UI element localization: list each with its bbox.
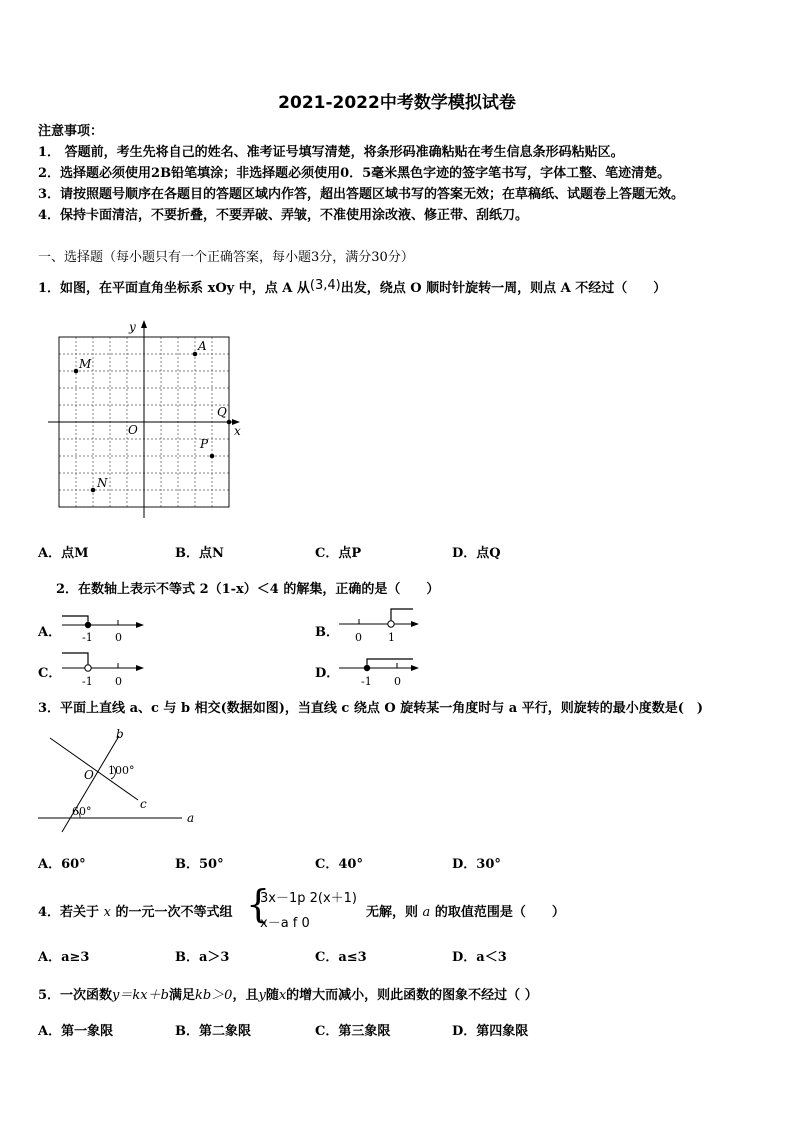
section-heading: 一、选择题（每小题只有一个正确答案，每小题3分，满分30分）: [38, 250, 414, 265]
q3-label-c: c: [140, 797, 147, 811]
q2-option-d-numberline[interactable]: [335, 645, 425, 689]
q4-option-d[interactable]: D．a＜3: [452, 950, 507, 965]
q2-a-tick-2: 0: [115, 631, 122, 644]
q5-option-d[interactable]: D．第四象限: [452, 1024, 529, 1039]
notice-heading: 注意事项：: [38, 124, 104, 139]
q4-stem-part-a: [38, 901, 232, 920]
q1-point-label-n: N: [97, 476, 108, 490]
q3-option-d[interactable]: D．30°: [452, 857, 501, 872]
q5-var-y: y: [258, 988, 266, 1003]
q1-point-q: [227, 420, 232, 425]
q3-angle-100: 100°: [108, 764, 135, 777]
q1-point-p: [210, 454, 215, 459]
q4-stem-part-b: [366, 901, 565, 920]
q2-b-tick-1: 0: [355, 631, 362, 644]
q3-angle-60: 60°: [72, 805, 92, 818]
q1-x-label: x: [234, 424, 241, 438]
q5-option-a[interactable]: A．第一象限: [38, 1024, 114, 1039]
q4-stem-d: 的取值范围是（ ）: [434, 905, 565, 920]
q5-stem: [38, 984, 538, 1003]
q1-coord: (3,4): [309, 278, 341, 293]
q5-stem-c: ，且: [232, 988, 259, 1003]
q3-option-a[interactable]: A．60°: [38, 857, 86, 872]
q2-option-c-numberline[interactable]: [58, 645, 148, 689]
q1-point-m: [74, 369, 79, 374]
q2-b-tick-2: 1: [388, 631, 395, 644]
q4-option-c[interactable]: C．a≤3: [315, 950, 367, 965]
q2-a-tick-1: -1: [82, 631, 93, 644]
q4-stem-c: 无解，则: [366, 905, 419, 920]
q4-ineq-line-2: x－a f 0: [260, 916, 310, 931]
notice-item-4: 4．保持卡面清洁，不要折叠，不要弄破、弄皱，不准使用涂改液、修正带、刮纸刀。: [38, 208, 529, 223]
q1-point-label-m: M: [79, 357, 92, 371]
q2-option-b-numberline[interactable]: [335, 604, 425, 646]
q1-option-b[interactable]: B．点N: [175, 546, 224, 561]
notice-item-1: 1． 答题前，考生先将自己的姓名、准考证号填写清楚，将条形码准确粘贴在考生信息条形码粘贴区。: [38, 145, 624, 160]
q1-y-arrow: [141, 320, 147, 328]
q1-origin-label: O: [128, 423, 138, 437]
q5-stem-e: 的增大而减小，则此函数的图象不经过（ ）: [286, 988, 538, 1003]
q5-option-c[interactable]: C．第三象限: [315, 1024, 391, 1039]
q1-option-a[interactable]: A．点M: [38, 546, 89, 561]
q2-option-b-label[interactable]: B．: [315, 625, 339, 640]
q4-stem-a: 4．若关于: [38, 905, 100, 920]
q5-stem-d: 随: [265, 988, 279, 1003]
q5-cond: kb＞0: [194, 988, 233, 1003]
q1-y-label: y: [129, 320, 136, 334]
q2-option-d-label[interactable]: D．: [315, 666, 340, 681]
q4-stem-b: 的一元一次不等式组: [115, 905, 233, 920]
q2-option-a-numberline[interactable]: [58, 606, 148, 646]
q5-func: y＝kx＋b: [112, 988, 169, 1003]
q4-brace-icon: {: [246, 882, 271, 926]
q1-option-c[interactable]: C．点P: [315, 546, 362, 561]
q1-point-n: [91, 488, 96, 493]
q1-option-d[interactable]: D．点Q: [452, 546, 501, 561]
q3-lines-figure: [34, 726, 214, 838]
q1-point-label-a: A: [198, 339, 207, 353]
q1-point-label-q: Q: [217, 405, 227, 419]
q2-c-tick-2: 0: [115, 675, 122, 688]
q2-c-tick-1: -1: [82, 675, 93, 688]
q3-stem: 3．平面上直线 a、c 与 b 相交(数据如图)，当直线 c 绕点 O 旋转某一角度时与 a 平行，则旋转的最小度数是( ): [38, 701, 704, 716]
q1-stem-b: 出发，绕点 O 顺时针旋转一周，则点 A 不经过（ ）: [340, 281, 667, 296]
notice-item-2: 2．选择题必须使用2B铅笔填涂；非选择题必须使用0．5毫米黑色字迹的签字笔书写，字体工整、笔迹清楚。: [38, 166, 671, 181]
q5-var-x: x: [278, 988, 287, 1003]
q3-label-o: O: [84, 768, 94, 782]
q1-coordinate-grid: [44, 318, 250, 520]
q5-option-b[interactable]: B．第二象限: [175, 1024, 251, 1039]
q2-option-a-label[interactable]: A．: [38, 625, 62, 640]
q3-option-b[interactable]: B．50°: [175, 857, 224, 872]
q2-option-c-label[interactable]: C．: [38, 666, 62, 681]
q4-ineq-line-1: 3x－1p 2(x＋1): [260, 891, 357, 906]
notice-item-3: 3．请按照题号顺序在各题目的答题区域内作答，超出答题区域书写的答案无效；在草稿纸、试题卷上答题无效。: [38, 187, 685, 202]
q3-option-c[interactable]: C．40°: [315, 857, 363, 872]
q3-label-a: a: [187, 811, 195, 825]
q1-stem: [38, 277, 666, 296]
page-title: 2021-2022中考数学模拟试卷: [278, 93, 516, 113]
q1-stem-a: 1．如图，在平面直角坐标系 xOy 中，点 A 从: [38, 281, 310, 296]
q5-stem-b: 满足: [168, 988, 195, 1003]
q1-point-a: [193, 352, 198, 357]
q3-label-b: b: [116, 727, 124, 741]
q1-point-label-p: P: [200, 437, 209, 451]
q4-option-b[interactable]: B．a＞3: [175, 950, 230, 965]
q2-d-tick-1: -1: [361, 675, 372, 688]
q2-d-tick-2: 0: [394, 675, 401, 688]
q4-option-a[interactable]: A．a≥3: [38, 950, 90, 965]
q5-stem-a: 5．一次函数: [38, 988, 113, 1003]
q2-stem: 2．在数轴上表示不等式 2（1-x）＜4 的解集，正确的是（ ）: [56, 582, 440, 597]
q4-var-a: a: [422, 905, 431, 920]
q4-var-x: x: [103, 905, 111, 920]
